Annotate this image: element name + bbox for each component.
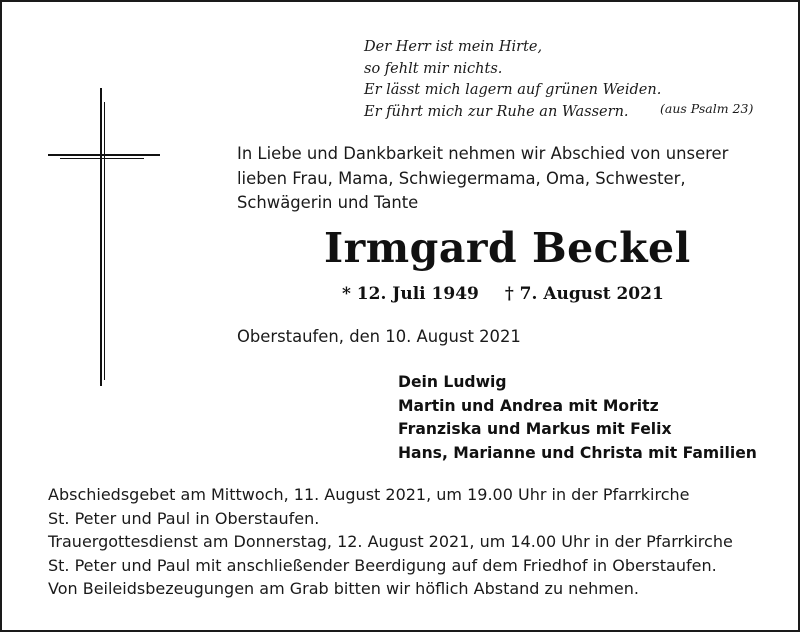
deceased-name: Irmgard Beckel — [324, 224, 691, 272]
psalm-line: Er führt mich zur Ruhe an Wassern. — [364, 103, 629, 120]
psalm-line: so fehlt mir nichts. — [364, 60, 503, 77]
service-notes — [48, 483, 768, 601]
birth-date: * 12. Juli 1949 — [342, 284, 479, 304]
mourner-entry: Hans, Marianne und Christa mit Familien — [398, 443, 757, 462]
life-dates — [342, 284, 664, 304]
notes-line: St. Peter und Paul in Oberstaufen. — [48, 508, 320, 528]
intro-text — [237, 142, 777, 216]
mourner-entry: Dein Ludwig — [398, 373, 507, 391]
mourner-entry: Martin und Andrea mit Moritz — [398, 396, 659, 415]
psalm-line: Der Herr ist mein Hirte, — [364, 39, 543, 55]
death-date: † 7. August 2021 — [504, 284, 664, 304]
notes-line: Von Beileidsbezeugungen am Grab bitten wir höflich Abstand zu nehmen. — [48, 579, 639, 599]
mourner-entry: Franziska und Markus mit Felix — [398, 420, 672, 438]
notes-line: St. Peter und Paul mit anschließender Beerdigung auf dem Friedhof in Oberstaufen. — [48, 555, 717, 575]
place-date: Oberstaufen, den 10. August 2021 — [237, 327, 521, 346]
mourners-list — [398, 371, 757, 465]
psalm-source: (aus Psalm 23) — [660, 101, 754, 116]
intro-line: In Liebe und Dankbarkeit nehmen wir Abschied von unserer — [237, 144, 729, 163]
intro-line: Schwägerin und Tante — [237, 193, 419, 212]
notes-line: Trauergottesdienst am Donnerstag, 12. August 2021, um 14.00 Uhr in der Pfarrkirche — [48, 532, 733, 552]
cross-icon — [46, 88, 166, 390]
psalm-quote — [364, 37, 661, 123]
notes-line: Abschiedsgebet am Mittwoch, 11. August 2021, um 19.00 Uhr in der Pfarrkirche — [48, 485, 690, 504]
intro-line: lieben Frau, Mama, Schwiegermama, Oma, Schwester, — [237, 168, 686, 188]
psalm-line: Er lässt mich lagern auf grünen Weiden. — [364, 82, 662, 98]
